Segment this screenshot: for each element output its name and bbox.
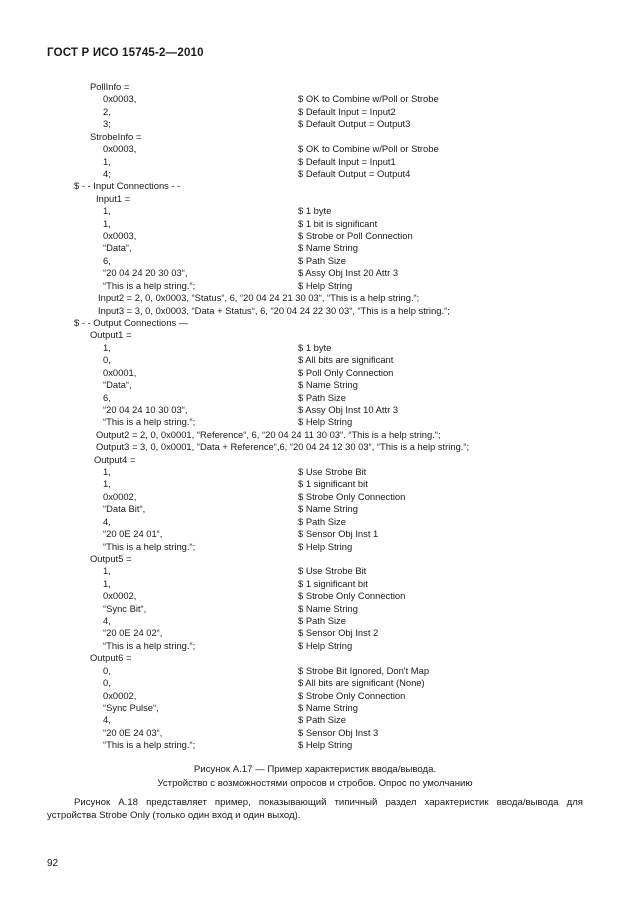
code-text: “20 0E 24 01“, [103, 528, 163, 540]
code-text: 1, [103, 565, 111, 577]
code-text: Output4 = [94, 453, 136, 465]
code-text: “This is a help string.“; [103, 416, 196, 428]
code-text: Output1 = [90, 329, 132, 341]
code-text: “Sync Pulse“, [103, 702, 159, 713]
code-text: “This is a help string.“; [103, 279, 196, 291]
code-text: 1, [103, 205, 111, 217]
code-text: 0x0002, [103, 689, 137, 701]
code-comment: $ OK to Combine w/Poll or Strobe [298, 93, 439, 105]
code-text: 3; [103, 118, 111, 130]
code-comment: $ Name String [298, 503, 358, 515]
code-text: 0x0003, [103, 230, 137, 242]
page-number: 92 [47, 858, 59, 869]
code-text: Output2 = 2, 0, 0x0001, “Reference“, 6, “20 04 24 11 30 03“. “This is a help string.“; [96, 428, 441, 440]
code-text: 0, [103, 664, 111, 676]
code-comment: $ Strobe Only Connection [298, 490, 406, 502]
code-text: 1, [103, 466, 111, 478]
figure-caption-line2: Устройство с возможностями опросов и стробов. Опрос по умолчанию [157, 778, 473, 789]
code-text: 1, [103, 217, 111, 229]
code-comment: $ Name String [298, 602, 358, 614]
code-comment: $ Sensor Obj Inst 1 [298, 528, 379, 540]
code-text: 0x0003, [103, 93, 137, 105]
code-comment: $ Use Strobe Bit [298, 565, 367, 577]
code-text: 0x0003, [103, 143, 137, 155]
code-text: “This is a help string.“; [103, 739, 196, 751]
code-comment: $ Strobe Bit Ignored, Don't Map [298, 664, 430, 676]
code-comment: $ Use Strobe Bit [298, 466, 367, 478]
code-comment: $ 1 byte [298, 341, 332, 353]
code-text: Output5 = [90, 552, 132, 564]
code-comment: $ Help String [298, 416, 353, 428]
code-text: 6, [103, 391, 111, 403]
code-text: “20 04 24 10 30 03“, [103, 403, 188, 415]
code-text: 4; [103, 167, 111, 179]
code-comment: $ Path Size [298, 515, 346, 527]
code-comment: $ OK to Combine w/Poll or Strobe [298, 143, 439, 155]
code-comment: $ Help String [298, 739, 353, 751]
code-comment: $ Assy Obj Inst 10 Attr 3 [298, 403, 399, 415]
code-comment: $ Path Size [298, 714, 346, 726]
code-comment: $ Path Size [298, 615, 346, 627]
code-text: 6, [103, 254, 111, 266]
code-comment: $ Help String [298, 639, 353, 651]
code-comment: $ Name String [298, 379, 358, 391]
code-text: 4, [103, 515, 111, 527]
code-text: 4, [103, 714, 111, 726]
code-comment: $ 1 bit is significant [298, 217, 378, 229]
code-comment: $ Strobe Only Connection [298, 689, 406, 701]
code-text: “Data“, [103, 242, 132, 254]
code-text: “Data Bit“, [103, 503, 146, 515]
code-text: StrobeInfo = [90, 130, 142, 142]
code-comment: $ All bits are significant [298, 354, 394, 366]
code-text: “This is a help string.“; [103, 639, 196, 651]
code-text: $ - - Input Connections - - [74, 180, 181, 192]
code-comment: $ All bits are significant (None) [298, 677, 425, 689]
code-text: “20 0E 24 02“, [103, 627, 163, 639]
code-comment: $ Name String [298, 242, 358, 254]
code-comment: $ Strobe or Poll Connection [298, 230, 413, 242]
code-comment: $ Default Input = Input2 [298, 105, 396, 117]
figure-caption-line1: Рисунок A.17 — Пример характеристик ввода/вывода. [193, 764, 437, 775]
code-text: Output6 = [90, 652, 132, 664]
code-comment: $ Help String [298, 279, 353, 291]
code-text: “20 04 24 20 30 03“, [103, 267, 188, 279]
code-comment: $ Strobe Only Connection [298, 590, 406, 602]
code-text: PollInfo = [90, 81, 130, 92]
code-text: Input2 = 2, 0, 0x0003, “Status“, 6, “20 04 24 21 30 03“, “This is a help string.“; [98, 292, 420, 304]
code-text: Output3 = 3, 0, 0x0001, “Data + Reference“,6, “20 04 24 12 30 03“, “This is a help string.“; [96, 441, 470, 453]
code-text: $ - - Output Connections — [74, 316, 189, 328]
document-header: ГОСТ Р ИСО 15745-2—2010 [47, 47, 204, 59]
code-comment: $ Default Input = Input1 [298, 155, 396, 167]
code-text: 1, [103, 577, 111, 589]
code-text: “Data“, [103, 379, 132, 391]
code-comment: $ 1 byte [298, 205, 332, 217]
code-text: 1, [103, 155, 111, 167]
code-text: 0x0002, [103, 490, 137, 502]
code-comment: $ 1 significant bit [298, 478, 368, 490]
code-text: 4, [103, 615, 111, 627]
body-paragraph: Рисунок A.18 представляет пример, показывающий типичный раздел характеристик ввода/вывода для устройства Strobe Only (только один вход и один выход). [47, 797, 583, 821]
code-comment: $ Poll Only Connection [298, 366, 394, 378]
code-text: 0, [103, 677, 111, 689]
code-text: “Sync Bit“, [103, 602, 147, 614]
code-comment: $ Help String [298, 540, 353, 552]
code-comment: $ 1 significant bit [298, 577, 368, 589]
code-text: 0, [103, 354, 111, 366]
code-text: Input1 = [96, 192, 131, 204]
code-comment: $ Name String [298, 702, 358, 713]
code-comment: $ Default Output = Output3 [298, 118, 411, 130]
code-text: 1, [103, 341, 111, 353]
code-comment: $ Sensor Obj Inst 2 [298, 627, 379, 639]
code-text: “20 0E 24 03“, [103, 726, 163, 738]
code-comment: $ Path Size [298, 254, 346, 266]
code-text: 2, [103, 105, 111, 117]
code-comment: $ Default Output = Output4 [298, 167, 411, 179]
code-comment: $ Sensor Obj Inst 3 [298, 726, 379, 738]
code-text: 0x0001, [103, 366, 137, 378]
code-text: 0x0002, [103, 590, 137, 602]
code-comment: $ Path Size [298, 391, 346, 403]
code-text: 1, [103, 478, 111, 490]
code-text: Input3 = 3, 0, 0x0003, “Data + Status“, 6, “20 04 24 22 30 03“, “This is a help string.“; [98, 304, 450, 316]
code-text: “This is a help string.“; [103, 540, 196, 552]
code-comment: $ Assy Obj Inst 20 Attr 3 [298, 267, 399, 279]
